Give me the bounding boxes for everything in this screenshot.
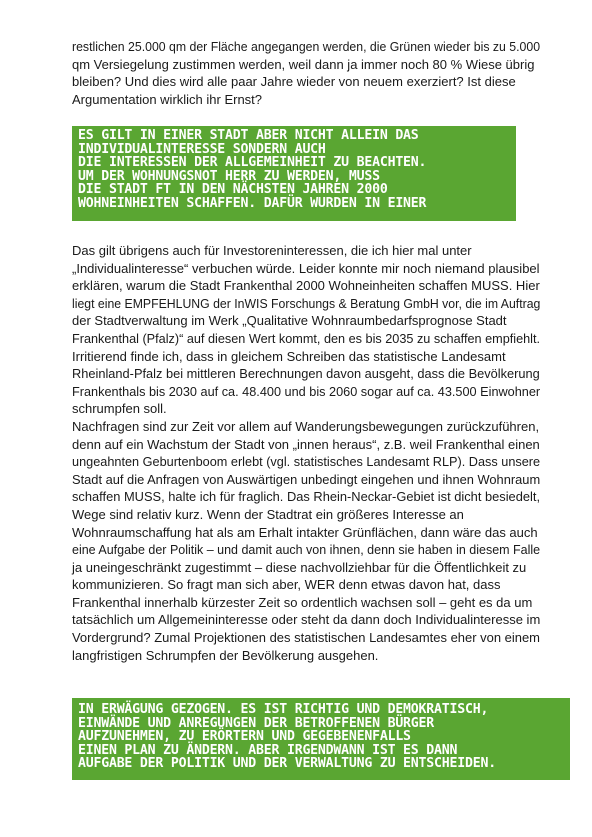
text-line: „Individualinteresse“ verbuchen würde. Leider konnte mir noch niemand plausibel — [72, 260, 540, 276]
text-line: ungeahnten Geburtenboom erlebt (vgl. statistisches Landesamt RLP). Dass unsere — [72, 454, 541, 470]
text-line: langfristigen Schrumpfen der Bevölkerung ausgehen. — [72, 647, 379, 663]
text-line: bleiben? Und dies wird alle paar Jahre wieder von neuem exerziert? Ist diese — [72, 74, 516, 90]
text-line: kommunizieren. So fragt man sich aber, WER denn etwas davon hat, dass — [72, 577, 501, 593]
text-line: Wege sind relativ kurz. Wenn der Stadtrat ein größeres Interesse an — [72, 506, 464, 522]
banner-line: IN ERWÄGUNG GEZOGEN. ES IST RICHTIG UND DEMOKRATISCH, — [78, 702, 489, 717]
text-line: Rheinland-Pfalz bei mittleren Berechnungen davon ausgeht, dass die Bevölkerung — [72, 366, 540, 382]
banner-line: UM DER WOHNUNGSNOT HERR ZU WERDEN, MUSS — [78, 168, 380, 184]
banner-line: EINEN PLAN ZU ÄNDERN. ABER IRGENDWANN IST ES DANN — [78, 742, 458, 758]
banner-line: DIE INTERESSEN DER ALLGEMEINHEIT ZU BEACHTEN. — [78, 155, 427, 171]
text-line: erklären, warum die Stadt Frankenthal 2000 Wohneinheiten schaffen MUSS. Hier — [72, 278, 540, 294]
text-line: denn auf ein Wachstum der Stadt von „innen heraus“, z.B. weil Frankenthal einen — [72, 436, 540, 452]
banner-line: EINWÄNDE UND ANREGUNGEN DER BETROFFENEN BÜRGER — [78, 715, 435, 731]
text-line: Das gilt übrigens auch für Investoreninteressen, die ich hier mal unter — [72, 243, 472, 258]
banner-line: WOHNEINHEITEN SCHAFFEN. DAFÜR WURDEN IN EINER — [78, 195, 427, 211]
text-line: der Stadtverwaltung im Werk „Qualitative Wohnraumbedarfsprognose Stadt — [72, 313, 507, 329]
text-line: Frankenthal innerhalb kürzester Zeit so ordentlich wachsen soll – geht es da um — [72, 594, 533, 610]
body-paragraph — [72, 242, 542, 664]
text-line: Irritierend finde ich, dass in gleichem Schreiben das statistische Landesamt — [72, 348, 506, 364]
text-line: tatsächlich um Allgemeininteresse oder steht da dann doch Individualinteresse im — [72, 612, 541, 628]
text-line: ja uneingeschränkt zugestimmt – diese nachvollziehbar für die Öffentlichkeit zu — [72, 559, 527, 575]
banner-line: DIE STADT FT IN DEN NÄCHSTEN JAHREN 2000 — [78, 182, 388, 198]
text-line: qm Versiegelung zustimmen werden, weil dann ja immer noch 80 % Wiese übrig — [72, 56, 535, 72]
text-line: Stadt auf die Anfragen von Auswärtigen unbedingt eingehen und ihnen Wohnraum — [72, 471, 541, 487]
banner-line: AUFZUNEHMEN, ZU ERÖRTERN UND GEGEBENENFALLS — [78, 729, 411, 745]
quote-banner-bottom — [72, 698, 570, 780]
intro-paragraph — [72, 38, 542, 108]
banner-line: AUFGABE DER POLITIK UND DER VERWALTUNG ZU ENTSCHEIDEN. — [78, 756, 496, 772]
text-line: Vordergrund? Zumal Projektionen des statistischen Landesamtes eher von einem — [72, 630, 540, 646]
text-line: liegt eine EMPFEHLUNG der InWIS Forschungs & Beratung GmbH vor, die im Auftrag — [72, 295, 541, 311]
text-line: restlichen 25.000 qm der Fläche angegangen werden, die Grünen wieder bis zu 5.000 — [72, 39, 541, 54]
text-line: eine Aufgabe der Politik – und damit auch von ihnen, denn sie haben in diesem Falle — [72, 542, 541, 558]
text-line: schrumpfen soll. — [72, 401, 167, 417]
text-line: schaffen MUSS, halte ich für fraglich. Das Rhein-Neckar-Gebiet ist dicht besiedelt, — [72, 489, 541, 505]
text-line: Frankenthals bis 2030 auf ca. 48.400 und bis 2060 sogar auf ca. 43.500 Einwohner — [72, 383, 541, 399]
text-line: Frankenthal (Pfalz)“ auf diesen Wert kommt, den es bis 2035 zu schaffen empfiehlt. — [72, 330, 541, 346]
quote-banner-top — [72, 126, 516, 221]
text-line: Wohnraumschaffung hat als am Erhalt intakter Grünflächen, dann wäre das auch — [72, 524, 538, 540]
banner-line: ES GILT IN EINER STADT ABER NICHT ALLEIN DAS — [78, 128, 419, 143]
text-line: Argumentation wirklich ihr Ernst? — [72, 91, 263, 107]
banner-line: INDIVIDUALINTERESSE SONDERN AUCH — [78, 141, 326, 157]
text-line: Nachfragen sind zur Zeit vor allem auf Wanderungsbewegungen zurückzuführen, — [72, 418, 540, 434]
